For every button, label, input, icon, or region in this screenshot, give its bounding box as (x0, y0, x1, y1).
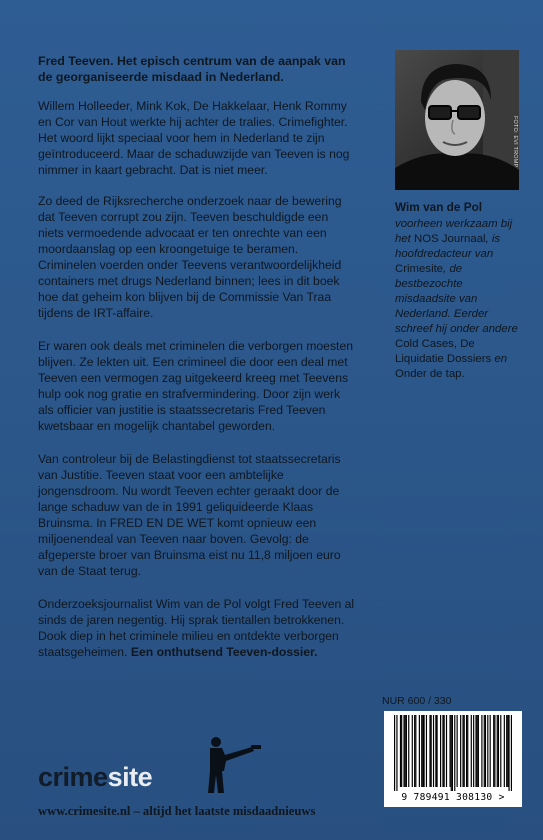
barcode-bar (401, 715, 402, 787)
barcode-bar (446, 715, 447, 787)
barcode-bar (421, 715, 422, 787)
blurb-paragraph-1: Willem Holleeder, Mink Kok, De Hakkelaar, Henk Rommy en Cor van Hout werkte hij achter de tralies. Crimefighter. Het woord lijkt speciaal voor hem in Nederland te zijn geïntroduceerd. Maar de schaduwzijde van Teeven is nog nimmer in kaart gebracht. Dat is niet meer. (38, 99, 350, 177)
blurb-lead: Fred Teeven. Het episch centrum van de aanpak van de georganiseerde misdaad in Nederland. (38, 54, 346, 84)
bio-part-2: NOS Journaal (414, 233, 486, 245)
barcode-bar (484, 715, 485, 787)
barcode-bar (497, 715, 498, 787)
barcode-bar (452, 715, 453, 791)
barcode-bar (493, 715, 494, 787)
crimesite-logo (38, 738, 278, 798)
footer-tagline: www.crimesite.nl – altijd het laatste misdaadnieuws (38, 804, 316, 818)
bio-part-8: Onder de tap. (395, 368, 465, 380)
logo-crime: crime (38, 762, 108, 792)
author-photo (395, 50, 519, 190)
barcode-bar (431, 715, 432, 787)
barcode-bar (426, 715, 427, 787)
barcode-bar (485, 715, 486, 787)
barcode-bar (440, 715, 441, 787)
barcode-bar (457, 715, 458, 787)
barcode-bar (467, 715, 468, 787)
bio-part-1: voorheen werkzaam bij het (395, 218, 513, 245)
author-portrait-icon (395, 50, 519, 190)
blurb-paragraph-3: Er waren ook deals met criminelen die verborgen moesten blijven. Ze lekten uit. Een crimineel die door een deal met Teeven een vermogen zag uitgekeerd kreeg met Teevens hulp ook nog gratie en strafvermindering. Door zijn werk als officier van justitie is staatssecretaris Fred Teeven kwetsbaar en mogelijk chantabel geworden. (38, 339, 354, 433)
barcode-bar (436, 715, 437, 787)
blurb-paragraph-5 (38, 596, 356, 660)
blurb-paragraph-2: Zo deed de Rijksrecherche onderzoek naar de bewering dat Teeven corrupt zou zijn. Teeven beschuldigde een niets vermoedende advocaat er ten onrechte van een moordaanslag op een kroongetuige te beramen. Criminelen voerden onder Teevens verantwoordelijkheid containers met drugs Nederland binnen; lees in dit boek hoe dat geheim kon blijven bij de Commissie Van Traa tijdens de IRT-affaire. (38, 194, 342, 320)
barcode-bar (454, 715, 455, 791)
barcode-bar (424, 715, 425, 787)
author-bio (395, 200, 523, 382)
blurb-closing-line: Een onthutsend Teeven-dossier. (130, 645, 318, 659)
author-name: Wim van de Pol (395, 200, 483, 214)
barcode-bar (403, 715, 404, 787)
barcode-bar (405, 715, 406, 787)
barcode-bars-icon (384, 711, 522, 791)
barcode-bar (451, 715, 452, 791)
barcode-bar (466, 715, 467, 787)
bio-part-7: en (494, 353, 508, 365)
gunman-silhouette-icon (196, 735, 266, 795)
barcode-bar (422, 715, 423, 787)
barcode-bar (435, 715, 436, 787)
barcode-bar (442, 715, 443, 787)
isbn-arrow: > (498, 792, 505, 803)
barcode-bar (462, 715, 463, 787)
barcode-bar (464, 715, 465, 787)
blurb-paragraph-5-text: Onderzoeksjournalist Wim van de Pol volgt Fred Teeven al sinds de jaren negentig. Hij sprak tientallen betrokkenen. Dook diep in het criminele milieu en ontdekte verborgen staatsgeheimen. (38, 597, 355, 659)
barcode-bar (429, 715, 430, 787)
blurb-paragraph-4: Van controleur bij de Belastingdienst tot staatssecretaris van Justitie. Teeven staat voor een ambtelijke jongensdroom. Nu wordt Teeven echter geraakt door de lange schaduw van de in 1991 geliquideerde Klaas Bruinsma. In FRED EN DE WET komt opnieuw een miljoenendeal van Teeven naar boven. Gevolg: de afgeperste broer van Bruinsma eist nu 11,8 miljoen euro van de Staat terug. (38, 452, 341, 578)
barcode-bar (494, 715, 495, 787)
nur-code: NUR 600 / 330 (382, 695, 452, 707)
barcode-bar (477, 715, 478, 787)
barcode-bar (414, 715, 415, 787)
barcode-bar (444, 715, 445, 787)
barcode-bar (506, 715, 507, 787)
barcode-bar (396, 715, 397, 791)
barcode-bar (412, 715, 413, 787)
author-column (395, 50, 523, 382)
barcode-bar (504, 715, 505, 787)
barcode-bar (406, 715, 407, 787)
barcode-bar (449, 715, 450, 787)
barcode-bar (460, 715, 461, 787)
barcode-bar (498, 715, 499, 787)
blurb (38, 53, 356, 677)
photo-credit: FOTO: EVI TROMP (512, 116, 518, 168)
barcode-bar (400, 715, 401, 787)
barcode-bar (408, 715, 409, 787)
bio-part-4: Crimesite (395, 263, 444, 275)
barcode-bar (490, 715, 491, 787)
barcode-bar (478, 715, 479, 787)
barcode-bar (507, 715, 508, 787)
barcode-bar (415, 715, 416, 787)
bio-part-6: Cold Cases, De Liquidatie Dossiers (395, 338, 492, 365)
barcode-bar (473, 715, 474, 787)
bio-part-3: , is hoofdredacteur van (395, 233, 501, 260)
barcode-bar (511, 715, 512, 791)
bio-part-5: , de bestbezochte misdaadsite van Nederland. Eerder schreef hij onder andere (395, 263, 518, 335)
barcode-bar (471, 715, 472, 787)
logo-wordmark (38, 762, 152, 793)
barcode-bar (433, 715, 434, 787)
barcode-bar (394, 715, 395, 791)
isbn-number: 9 789491 308130 (401, 792, 493, 803)
barcode-bar (475, 715, 476, 787)
isbn-digits (384, 792, 522, 803)
logo-site: site (107, 762, 153, 792)
barcode-bar (500, 715, 501, 787)
barcode-bar (419, 715, 420, 787)
barcode-bar (487, 715, 488, 787)
barcode-bar (481, 715, 482, 787)
barcode-bar (508, 715, 509, 791)
isbn-barcode (384, 711, 522, 807)
